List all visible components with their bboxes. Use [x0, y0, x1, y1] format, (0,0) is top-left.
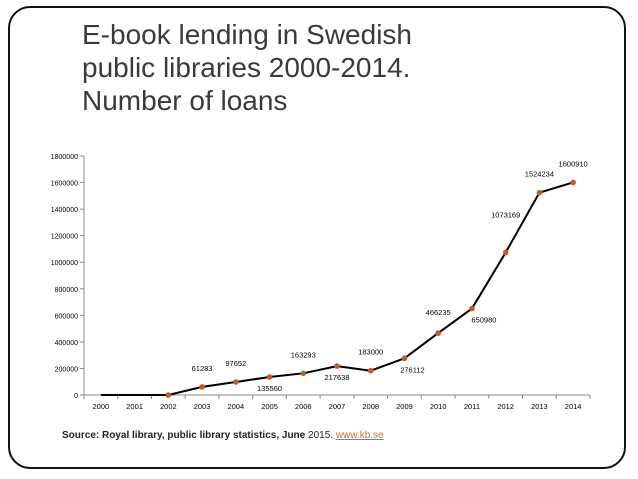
data-label: 217638 — [324, 373, 350, 383]
data-label: 163293 — [290, 350, 316, 360]
y-tick-label: 1600000 — [50, 180, 78, 188]
x-tick-label: 2004 — [227, 402, 245, 411]
data-point — [402, 356, 408, 362]
data-point — [267, 374, 273, 380]
x-axis — [84, 395, 590, 411]
x-tick-label: 2009 — [396, 402, 413, 411]
y-axis — [51, 154, 84, 400]
data-point — [435, 330, 441, 336]
title-line-2: public libraries 2000-2014. — [82, 52, 411, 83]
y-tick-label: 0 — [74, 393, 78, 400]
y-tick-label: 1400000 — [50, 207, 78, 215]
x-tick-label: 2008 — [362, 402, 380, 411]
data-label: 97652 — [225, 359, 247, 369]
x-tick-label: 2010 — [429, 402, 447, 411]
data-label: 135560 — [257, 384, 283, 394]
y-tick-label: 1800000 — [50, 154, 78, 161]
title-line-3: Number of loans — [82, 85, 288, 116]
data-point — [300, 371, 306, 377]
x-tick-label: 2011 — [463, 402, 481, 411]
source-year: 2015. — [305, 430, 334, 441]
data-label: 61283 — [191, 363, 213, 373]
title-line-1: E-book lending in Swedish — [82, 19, 412, 50]
data-label: 183000 — [358, 347, 384, 357]
y-tick-label: 200000 — [54, 366, 78, 374]
x-tick-label: 2000 — [92, 402, 110, 411]
y-tick-label: 1000000 — [50, 260, 78, 268]
data-point — [469, 306, 475, 312]
x-tick-label: 2006 — [294, 402, 312, 411]
x-tick-label: 2003 — [193, 402, 211, 411]
x-tick-label: 2014 — [564, 402, 582, 411]
y-tick-label: 1200000 — [50, 233, 78, 241]
x-tick-label: 2001 — [126, 402, 143, 411]
x-tick-label: 2007 — [328, 402, 346, 411]
data-label: 276112 — [400, 365, 425, 375]
data-point — [570, 180, 576, 186]
y-tick-label: 400000 — [54, 339, 78, 347]
data-label: 466235 — [425, 308, 451, 318]
data-label: 1073169 — [491, 210, 521, 220]
source-link[interactable]: www.kb.se — [335, 430, 384, 441]
data-point — [199, 384, 205, 390]
source-text: Source: Royal library, public library statistics, June — [62, 430, 306, 441]
x-tick-label: 2012 — [497, 402, 515, 411]
y-tick-label: 800000 — [54, 286, 78, 294]
data-point — [368, 368, 374, 374]
data-point — [334, 363, 340, 369]
data-point — [233, 379, 239, 385]
data-label: 1600910 — [558, 159, 588, 169]
data-point — [503, 250, 509, 256]
data-point — [166, 392, 172, 398]
data-label: 650980 — [471, 315, 497, 325]
x-tick-label: 2005 — [261, 402, 278, 411]
y-tick-label: 600000 — [54, 313, 78, 321]
data-labels — [192, 159, 588, 393]
data-point — [537, 190, 543, 196]
x-tick-label: 2013 — [531, 402, 548, 411]
data-label: 1524234 — [524, 169, 555, 179]
source-note — [62, 430, 384, 441]
x-tick-label: 2002 — [159, 402, 177, 411]
